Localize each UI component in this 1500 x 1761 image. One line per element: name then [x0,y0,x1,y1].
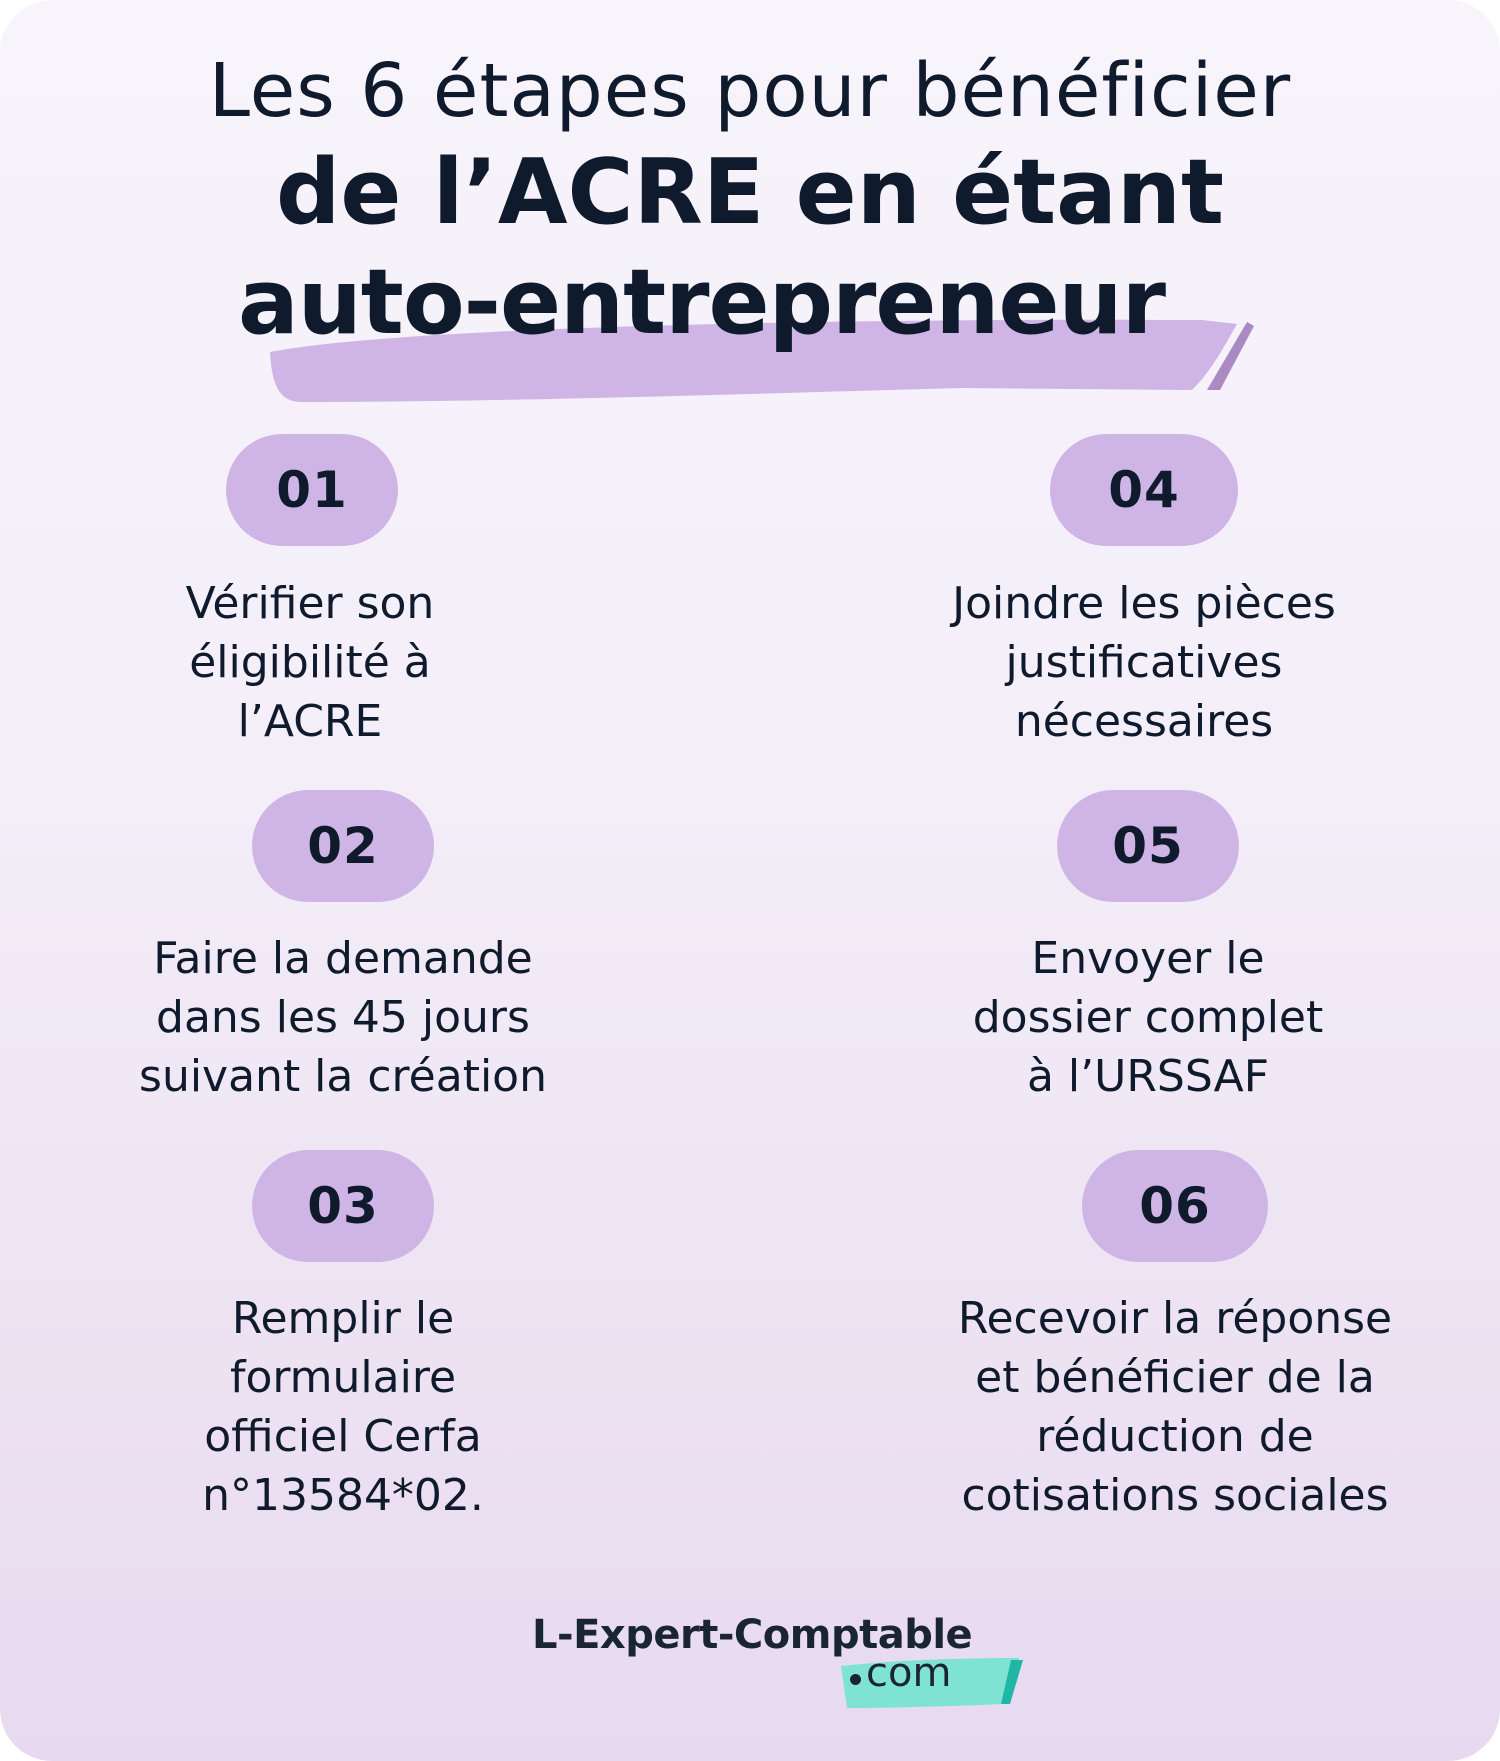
step-number-badge: 03 [252,1150,434,1262]
step-number-badge: 02 [252,790,434,902]
title-line-3: auto-entrepreneur [238,250,1165,355]
step-description: Faire la demande dans les 45 jours suivant la création [139,933,547,1102]
step-number-badge: 06 [1082,1150,1268,1262]
logo-dot [850,1674,861,1685]
title-line-1: Les 6 étapes pour bénéficier [208,48,1292,134]
step-number-badge: 04 [1050,434,1238,546]
title-line-2: de l’ACRE en étant [276,140,1224,245]
step-description: Remplir le formulaire officiel Cerfa n°13584*02. [202,1293,484,1521]
step-description: Vérifier son éligibilité à l’ACRE [185,578,435,747]
step-number-badge: 01 [226,434,398,546]
logo-wordmark: L-Expert-Comptable [532,1612,973,1658]
step-description: Joindre les pièces justificatives nécessaires [952,578,1336,747]
step-description: Envoyer le dossier complet à l’URSSAF [972,933,1324,1102]
step-number-badge: 05 [1057,790,1239,902]
step-description: Recevoir la réponse et bénéficier de la réduction de cotisations sociales [957,1293,1393,1521]
brand-logo [520,1612,1040,1722]
logo-tld: com [866,1650,952,1696]
